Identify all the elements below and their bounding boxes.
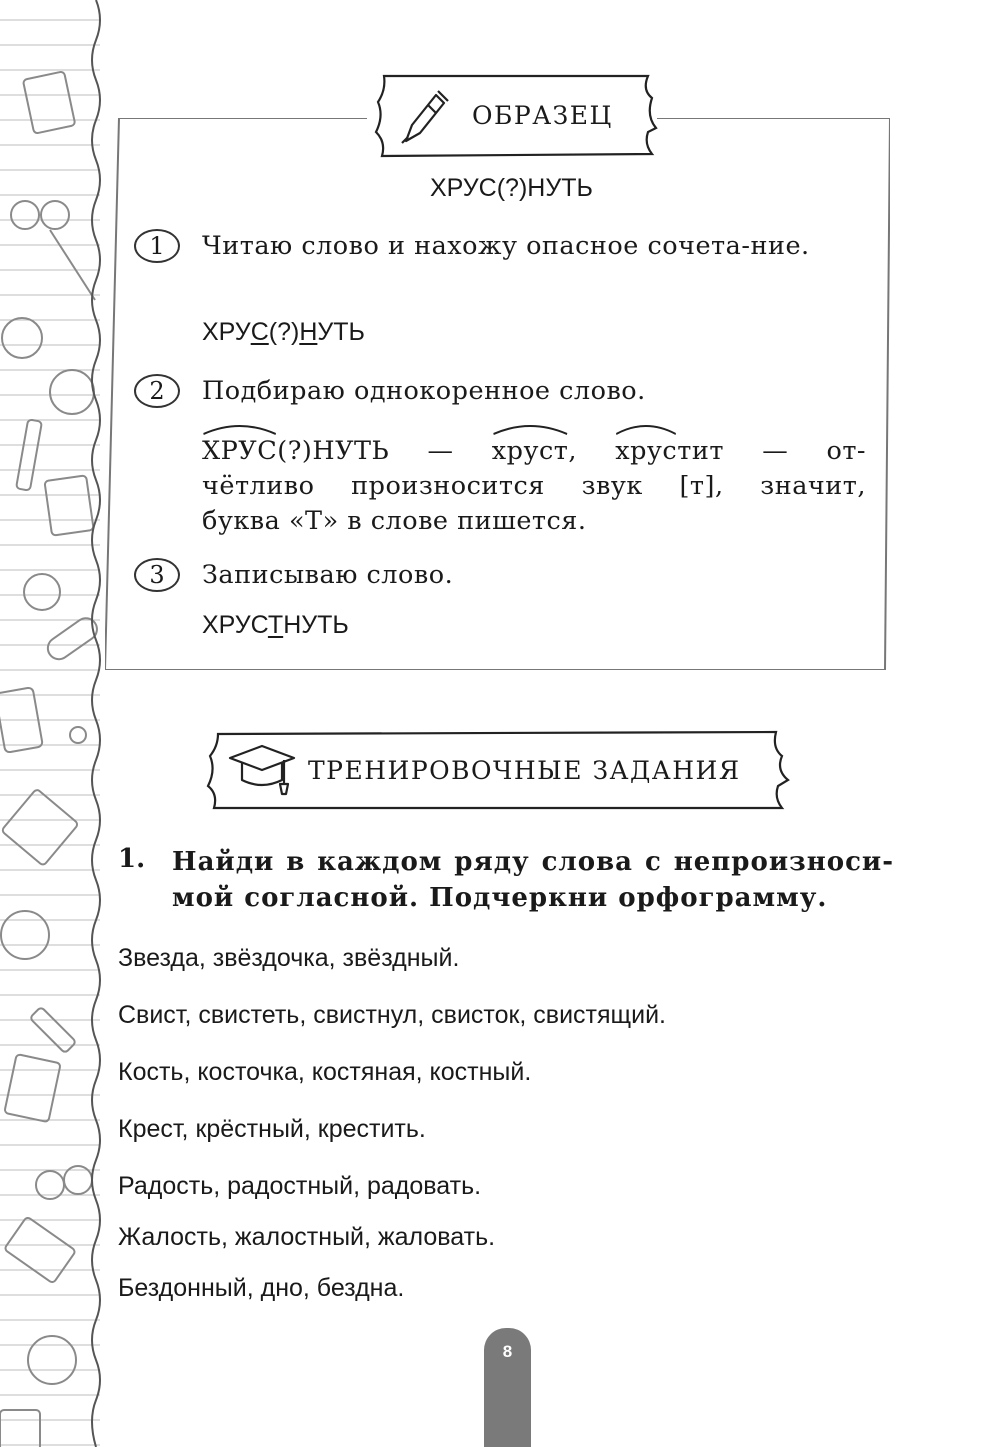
sample-word: ХРУС(?)НУТЬ — [430, 174, 593, 202]
sample-title: ОБРАЗЕЦ — [472, 100, 613, 130]
training-banner — [206, 728, 790, 812]
step1-word: ХРУС(?)НУТЬ — [202, 318, 365, 346]
word-row: Звезда, звёздочка, звёздный. — [118, 944, 460, 972]
step-text: Записываю слово. — [202, 560, 454, 590]
root-arc: ХРУС — [202, 434, 277, 469]
word-row: Радость, радостный, радовать. — [118, 1172, 482, 1200]
word-row: Жалость, жалостный, жаловать. — [118, 1223, 496, 1251]
word-row: Крест, крёстный, крестить. — [118, 1115, 426, 1143]
graduation-cap-icon — [228, 740, 296, 800]
step-number: 3 — [134, 558, 180, 592]
decorative-margin — [0, 0, 105, 1447]
word-row: Бездонный, дно, бездна. — [118, 1274, 405, 1302]
step-text: Читаю слово и нахожу опасное сочета-ние. — [202, 231, 810, 261]
sample-banner — [372, 72, 658, 158]
step-number: 2 — [134, 374, 180, 408]
step2-explanation-line3: буква «Т» в слове пишется. — [202, 506, 587, 536]
root-arc: хруст — [492, 434, 569, 469]
step-text: Подбираю однокоренное слово. — [202, 376, 646, 406]
task-instruction: Найди в каждом ряду слова с непроизноси-мой согласной. Подчеркни орфограмму. — [172, 847, 894, 913]
step3-word: ХРУСТНУТЬ — [202, 611, 349, 639]
step2-explanation-line2: чётливо произносится звук [т], значит, — [202, 471, 866, 501]
step-number: 1 — [134, 229, 180, 263]
pen-icon — [398, 85, 450, 145]
page-number: 8 — [484, 1328, 531, 1447]
step2-explanation: ХРУС(?)НУТЬ — хруст, хрустит — от- — [202, 434, 866, 469]
word-row: Свист, свистеть, свистнул, свисток, свистящий. — [118, 1001, 666, 1029]
training-title: ТРЕНИРОВОЧНЫЕ ЗАДАНИЯ — [308, 755, 741, 785]
root-arc: хрус — [615, 434, 677, 469]
task-number: 1. — [118, 844, 146, 874]
word-row: Кость, косточка, костяная, костный. — [118, 1058, 532, 1086]
